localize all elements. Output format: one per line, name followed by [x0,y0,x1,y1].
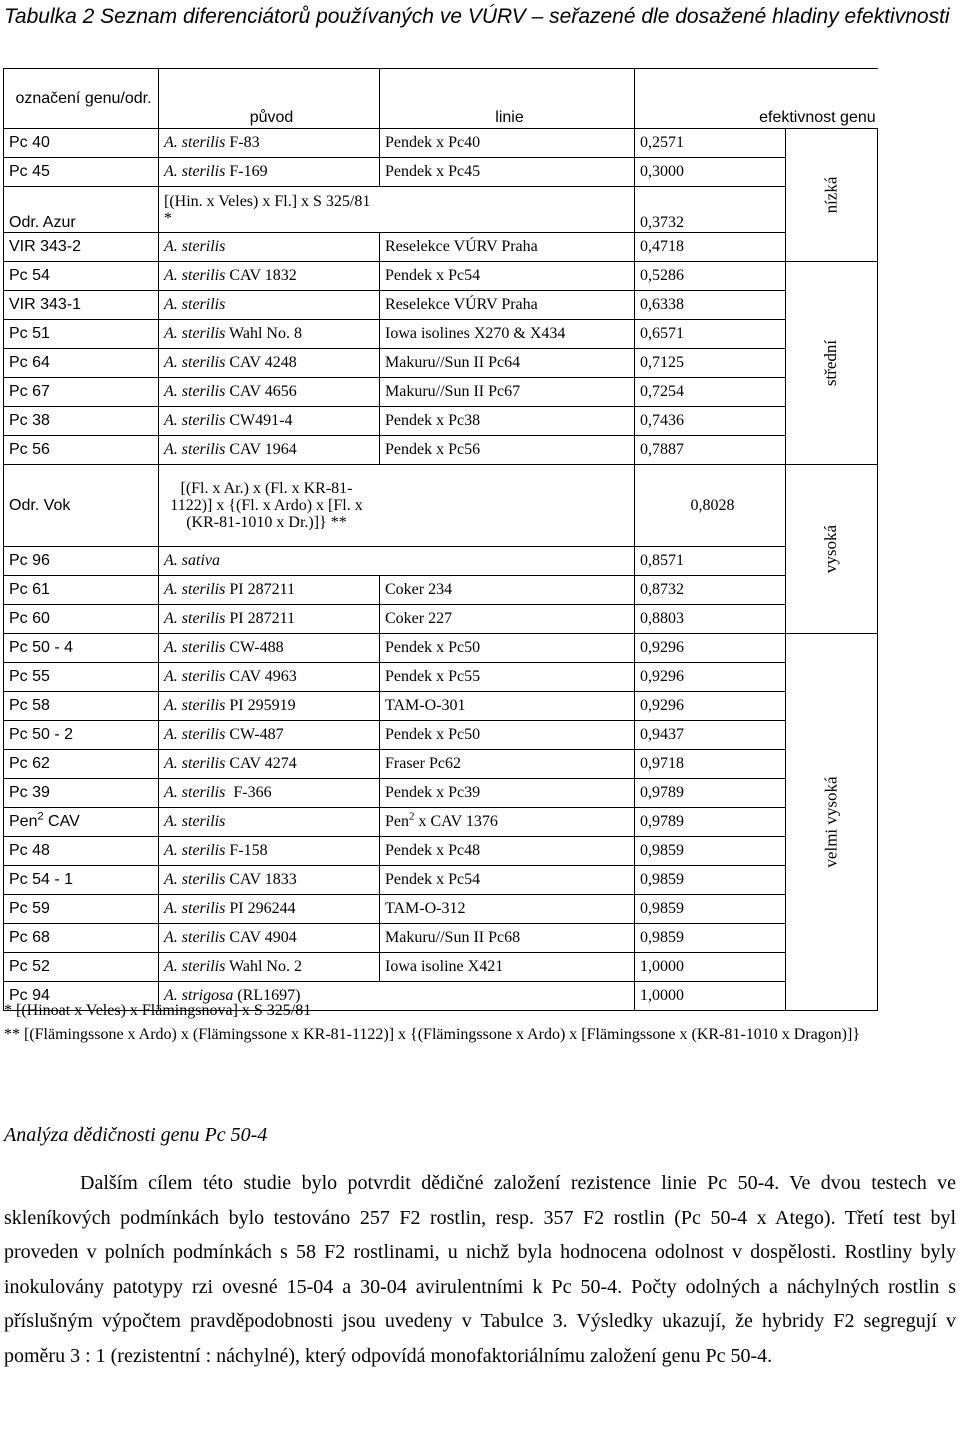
table-row [4,233,878,262]
cell-origin [159,953,380,982]
header-origin: původ [159,69,380,129]
cell-line: Fraser Pc62 [380,750,635,779]
cell-id: Pc 59 [4,895,159,924]
accession: CAV 4904 [225,929,297,946]
table-row [4,924,878,953]
species-name: A. sterilis [164,842,226,859]
cell-id: Pc 67 [4,378,159,407]
id-sup: 2 [37,810,44,823]
accession: F-158 [225,842,268,859]
cell-origin [159,721,380,750]
cell-id: Pc 40 [4,129,159,158]
cell-line: Pendek x Pc50 [380,634,635,663]
cell-origin [159,866,380,895]
cell-origin [159,262,380,291]
table-row [4,953,878,982]
species-name: A. sterilis [164,267,226,284]
species-name: A. sterilis [164,813,226,830]
table-row [4,692,878,721]
cell-eff: 0,9296 [635,692,786,721]
cell-line: Reselekce VÚRV Praha [380,291,635,320]
category-label: střední [821,339,841,387]
cell-eff: 0,9789 [635,779,786,808]
cell-line: Makuru//Sun II Pc67 [380,378,635,407]
cell-origin [159,129,380,158]
cell-origin [159,320,380,349]
accession: F-366 [225,784,272,801]
table-row [4,605,878,634]
species-name: A. sterilis [164,325,226,342]
differentiators-table [3,68,878,1011]
accession: CAV 4248 [225,354,297,371]
cell-eff: 0,9859 [635,895,786,924]
cell-eff: 0,9296 [635,663,786,692]
cell-origin [159,291,380,320]
cell-line: Pendek x Pc45 [380,158,635,187]
species-name: A. sterilis [164,697,226,714]
species-name: A. sterilis [164,383,226,400]
accession: PI 295919 [225,697,296,714]
category-label: velmi vysoká [821,776,841,868]
species-name: A. sterilis [164,900,226,917]
cell-line: Iowa isolines X270 & X434 [380,320,635,349]
cell-eff: 0,9859 [635,837,786,866]
accession: CAV 4274 [225,755,297,772]
cell-id: Pc 52 [4,953,159,982]
id-rest: CAV [43,813,80,830]
table-row [4,576,878,605]
section-paragraph: Dalším cílem této studie bylo potvrdit dědičné založení rezistence linie Pc 50-4. Ve dvou testech ve skleníkových podmínkách bylo testováno 257 F2 rostlin, resp. 357 F2 rostlin (Pc 50-4 x Atego). Třetí test byl proveden v polních podmínkách s 58 F2 rostlinami, u nichž byla hodnocena odolnost v dospělosti. Rostliny byly inokulovány patotypy rzi ovesné 15-04 a 30-04 avirulentními k Pc 50-4. Počty odolných a náchylných rostlin s příslušným výpočtem pravděpodobnosti jsou uvedeny v Tabulce 3. Výsledky ukazují, že hybridy F2 segregují v poměru 3 : 1 (rezistentní : náchylné), který odpovídá monofaktoriálnímu založení genu Pc 50-4. [4,1172,956,1367]
cell-eff: 0,8571 [635,547,786,576]
category-label: nízká [821,176,841,214]
cell-eff: 0,3000 [635,158,786,187]
cell-eff: 1,0000 [635,953,786,982]
cell-line: Pendek x Pc40 [380,129,635,158]
accession: PI 296244 [225,900,296,917]
cell-origin [159,158,380,187]
cell-origin [159,895,380,924]
cell-id: Pc 68 [4,924,159,953]
table-row [4,291,878,320]
accession: CAV 1833 [225,871,297,888]
species-name: A. sterilis [164,610,226,627]
cell-origin [159,663,380,692]
header-eff: efektivnost genu [635,69,878,129]
species-name: A. sterilis [164,784,226,801]
cell-id: Pc 50 - 4 [4,634,159,663]
accession: Wahl No. 2 [225,958,302,975]
cell-origin [159,576,380,605]
category-label: vysoká [821,524,841,574]
table-row [4,187,878,233]
species-name: A. sterilis [164,354,226,371]
cell-origin [159,547,635,576]
cell-eff: 0,8028 [635,465,786,547]
footnote-1: * [(Hinoat x Veles) x Flämingsnova] x S 325/81 [4,1002,312,1019]
footnote-2: ** [(Flämingssone x Ardo) x (Flämingssone x KR-81-1122)] x {(Flämingssone x Ardo) x [Flämingssone x (KR-81-1010 x Dragon)]} [4,1026,861,1043]
cell-origin [159,779,380,808]
species-name: A. sterilis [164,581,226,598]
table-header-row [4,69,878,129]
cell-line: Pendek x Pc38 [380,407,635,436]
species-name: A. sterilis [164,163,226,180]
category-low [786,129,878,262]
cell-eff: 0,4718 [635,233,786,262]
line-main: Pen [385,813,409,830]
cell-eff: 1,0000 [635,982,786,1011]
header-line: linie [380,69,635,129]
cell-line: Pendek x Pc39 [380,779,635,808]
cell-id: Pc 48 [4,837,159,866]
id-main: Pen [9,813,38,830]
category-mid [786,262,878,465]
accession: CAV 1964 [225,441,297,458]
table-row [4,158,878,187]
cell-origin [159,407,380,436]
species-name: A. sterilis [164,726,226,743]
cell-eff: 0,9296 [635,634,786,663]
cell-id: Pc 39 [4,779,159,808]
cell-id: Pc 61 [4,576,159,605]
table-row [4,866,878,895]
cell-id: Pc 51 [4,320,159,349]
species-name: A. sterilis [164,441,226,458]
cell-eff: 0,9859 [635,866,786,895]
species-name: A. sterilis [164,412,226,429]
species-name: A. sterilis [164,639,226,656]
species-name: A. sterilis [164,238,226,255]
accession: F-83 [225,134,260,151]
table-row [4,378,878,407]
table-row [4,407,878,436]
cell-origin [159,465,635,547]
cell-id: VIR 343-2 [4,233,159,262]
cell-origin [159,924,380,953]
table-row [4,721,878,750]
cell-line: TAM-O-301 [380,692,635,721]
cell-line: Reselekce VÚRV Praha [380,233,635,262]
accession: CW-488 [225,639,284,656]
cell-eff: 0,7436 [635,407,786,436]
table-caption: Tabulka 2 Seznam diferenciátorů používaných ve VÚRV – seřazené dle dosažené hladiny efektivnosti [4,5,950,28]
species-name: A. sterilis [164,296,226,313]
accession: PI 287211 [225,581,295,598]
line-sup: 2 [409,810,415,823]
accession: CAV 4963 [225,668,297,685]
cell-origin [159,233,380,262]
cell-id: Pc 62 [4,750,159,779]
table-row [4,808,878,837]
accession: CW491-4 [225,412,293,429]
table-row [4,436,878,465]
cell-eff: 0,8803 [635,605,786,634]
cell-eff: 0,8732 [635,576,786,605]
cell-id: Pc 55 [4,663,159,692]
table-row [4,663,878,692]
cell-eff: 0,6338 [635,291,786,320]
table-row [4,320,878,349]
category-vhigh [786,634,878,1011]
cell-id: Pc 54 - 1 [4,866,159,895]
table-row [4,779,878,808]
cell-id: Pc 58 [4,692,159,721]
origin-text: [(Fl. x Ar.) x (Fl. x KR-81-1122)] x {(Fl. x Ardo) x [Fl. x (KR-81-1010 x Dr.)]} ** [170,480,363,531]
cell-line: Pendek x Pc50 [380,721,635,750]
accession: CW-487 [225,726,284,743]
cell-origin [159,750,380,779]
cell-origin [159,634,380,663]
species-name: A. sativa [164,552,220,569]
accession: Wahl No. 8 [225,325,302,342]
accession: CAV 4656 [225,383,297,400]
cell-id: Pc 64 [4,349,159,378]
accession: CAV 1832 [225,267,297,284]
accession: PI 287211 [225,610,295,627]
cell-line: TAM-O-312 [380,895,635,924]
species-name: A. sterilis [164,929,226,946]
cell-id: Pc 60 [4,605,159,634]
cell-line: Pendek x Pc55 [380,663,635,692]
cell-eff: 0,9718 [635,750,786,779]
cell-eff: 0,6571 [635,320,786,349]
cell-id: Pc 94 [4,982,159,1011]
table-row [4,129,878,158]
origin-text: [(Hin. x Veles) x Fl.] x S 325/81 * [164,192,371,227]
table-row [4,895,878,924]
cell-id: Pc 96 [4,547,159,576]
cell-line: Pendek x Pc54 [380,262,635,291]
cell-eff: 0,9859 [635,924,786,953]
header-id: označení genu/odr. [4,69,159,129]
table-row [4,465,878,547]
cell-origin [159,837,380,866]
cell-origin [159,808,380,837]
accession: F-169 [225,163,268,180]
cell-line: Coker 234 [380,576,635,605]
cell-eff: 0,7125 [635,349,786,378]
cell-eff: 0,7887 [635,436,786,465]
cell-eff: 0,5286 [635,262,786,291]
cell-line [380,808,635,837]
section-heading: Analýza dědičnosti genu Pc 50-4 [4,1124,268,1146]
table-row [4,349,878,378]
cell-id: Odr. Vok [4,465,159,547]
table-row [4,634,878,663]
cell-eff: 0,3732 [635,187,786,233]
cell-line: Pendek x Pc56 [380,436,635,465]
cell-eff: 0,9789 [635,808,786,837]
species-name: A. strigosa [164,987,234,1004]
cell-origin [159,692,380,721]
cell-id: Pc 50 - 2 [4,721,159,750]
cell-line: Pendek x Pc54 [380,866,635,895]
cell-origin [159,436,380,465]
cell-eff: 0,9437 [635,721,786,750]
cell-origin [159,605,380,634]
species-name: A. sterilis [164,134,226,151]
footnotes [4,999,954,1047]
category-high [786,465,878,634]
species-name: A. sterilis [164,668,226,685]
cell-id: Pc 54 [4,262,159,291]
table-row [4,547,878,576]
accession: (RL1697) [233,987,301,1004]
table-row [4,262,878,291]
cell-id: Pc 45 [4,158,159,187]
cell-line: Pendek x Pc48 [380,837,635,866]
cell-id: Odr. Azur [4,187,159,233]
cell-eff: 0,7254 [635,378,786,407]
cell-id: Pc 56 [4,436,159,465]
cell-id: Pc 38 [4,407,159,436]
table-row [4,837,878,866]
cell-id [4,808,159,837]
line-rest: x CAV 1376 [414,813,498,830]
cell-line: Makuru//Sun II Pc64 [380,349,635,378]
cell-origin [159,187,635,233]
cell-id: VIR 343-1 [4,291,159,320]
species-name: A. sterilis [164,958,226,975]
cell-line: Iowa isoline X421 [380,953,635,982]
cell-origin [159,349,380,378]
species-name: A. sterilis [164,871,226,888]
cell-eff: 0,2571 [635,129,786,158]
species-name: A. sterilis [164,755,226,772]
table-row [4,750,878,779]
cell-line: Makuru//Sun II Pc68 [380,924,635,953]
cell-line: Coker 227 [380,605,635,634]
cell-origin [159,378,380,407]
